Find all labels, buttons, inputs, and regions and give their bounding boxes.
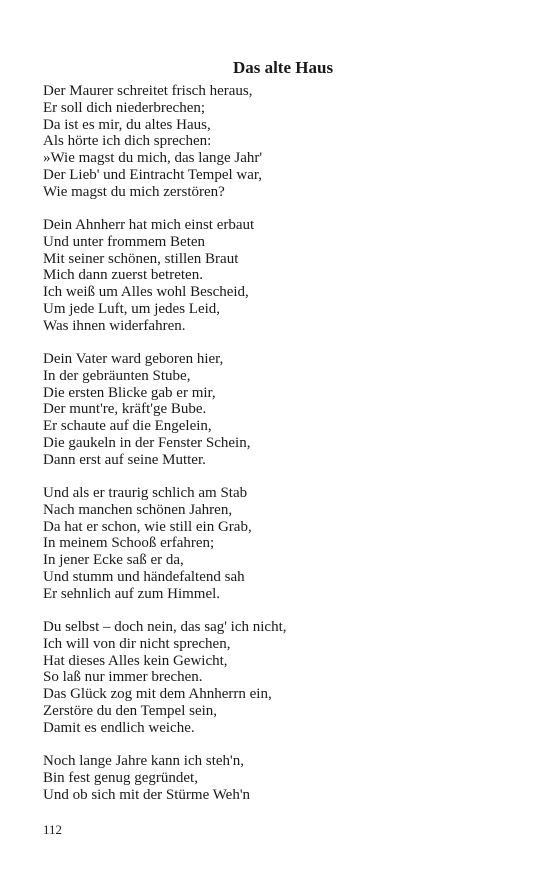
poem-line: »Wie magst du mich, das lange Jahr' xyxy=(43,150,263,166)
poem-line: Ich will von dir nicht sprechen, xyxy=(43,635,231,652)
poem-line: Er soll dich niederbrechen; xyxy=(43,99,206,116)
stanza-5 xyxy=(43,619,523,736)
poem-line: Dein Ahnherr hat mich einst erbaut xyxy=(43,217,255,233)
poem-line: Ich weiß um Alles wohl Bescheid, xyxy=(43,284,249,300)
poem-line: In der gebräunten Stube, xyxy=(43,367,191,384)
poem-line: Der munt're, kräft'ge Bube. xyxy=(43,401,207,418)
poem-line: Und ob sich mit der Stürme Weh'n xyxy=(43,786,251,803)
poem-line: Du selbst – doch nein, das sag' ich nicht, xyxy=(43,619,287,635)
poem-line: Und stumm und händefaltend sah xyxy=(43,568,245,585)
poem-line: Und unter frommem Beten xyxy=(43,233,206,250)
poem-line: Nach manchen schönen Jahren, xyxy=(43,501,233,518)
poem-line: In jener Ecke saß er da, xyxy=(43,552,184,568)
poem-line: Noch lange Jahre kann ich steh'n, xyxy=(43,753,244,769)
poem-line: Er schaute auf die Engelein, xyxy=(43,418,212,434)
poem-line: Mich dann zuerst betreten. xyxy=(43,267,203,284)
poem-line: Wie magst du mich zerstören? xyxy=(43,183,225,200)
poem-line: Da hat er schon, wie still ein Grab, xyxy=(43,518,252,535)
stanza-1 xyxy=(43,83,523,200)
stanza-4 xyxy=(43,485,523,602)
poem-line: Hat dieses Alles kein Gewicht, xyxy=(43,652,228,669)
poem-line: Dann erst auf seine Mutter. xyxy=(43,451,206,468)
poem-line: Er sehnlich auf zum Himmel. xyxy=(43,585,221,602)
stanza-3 xyxy=(43,351,523,468)
poem-title: Das alte Haus xyxy=(232,58,334,77)
poem-line: Mit seiner schönen, stillen Braut xyxy=(43,250,239,267)
poem-line: Die ersten Blicke gab er mir, xyxy=(43,384,216,401)
poem-line: So laß nur immer brechen. xyxy=(43,669,203,686)
poem-line: Zerstöre du den Tempel sein, xyxy=(43,702,218,719)
poem-line: Der Lieb' und Eintracht Tempel war, xyxy=(43,166,263,183)
poem-line: Was ihnen widerfahren. xyxy=(43,317,186,334)
page-number: 112 xyxy=(43,822,63,837)
poem-line: Um jede Luft, um jedes Leid, xyxy=(43,300,221,317)
stanza-6 xyxy=(43,753,523,803)
poem-line: In meinem Schooß erfahren; xyxy=(43,535,215,552)
poem-line: Die gaukeln in der Fenster Schein, xyxy=(43,434,251,451)
poem-line: Das Glück zog mit dem Ahnherrn ein, xyxy=(43,686,272,702)
poem-line: Der Maurer schreitet frisch heraus, xyxy=(43,83,253,99)
poem-line: Da ist es mir, du altes Haus, xyxy=(43,116,211,133)
poem-line: Und als er traurig schlich am Stab xyxy=(43,485,248,501)
stanza-2 xyxy=(43,217,523,334)
poem-body xyxy=(43,83,523,820)
poem-line: Als hörte ich dich sprechen: xyxy=(43,133,212,150)
poem-line: Damit es endlich weiche. xyxy=(43,719,195,736)
poem-line: Dein Vater ward geboren hier, xyxy=(43,351,224,367)
poem-line: Bin fest genug gegründet, xyxy=(43,769,198,786)
